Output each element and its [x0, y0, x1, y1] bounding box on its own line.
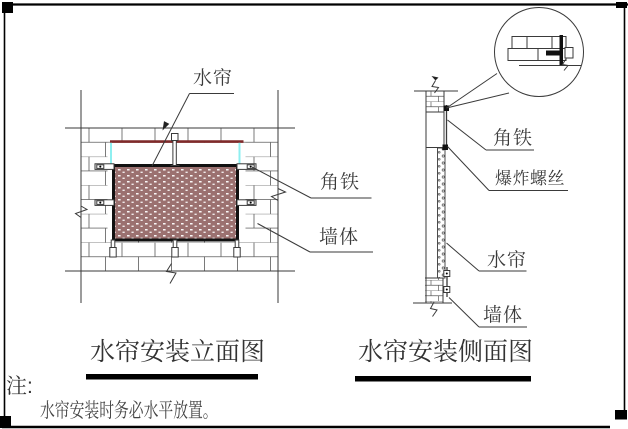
detail-bolt-nut [565, 48, 573, 59]
label-wall-front: 墙体 [319, 227, 360, 248]
side-water-curtain-strip [438, 148, 446, 278]
label-explosion-bolt-side: 爆炸螺丝 [495, 169, 565, 188]
label-wall-side: 墙体 [483, 305, 524, 326]
front-title-bar [86, 374, 258, 380]
side-leaders [447, 120, 569, 327]
note-text: 水帘安装时务必水平放置。 [40, 400, 218, 422]
side-title-bar [355, 376, 531, 382]
corner-handle-topleft [2, 2, 13, 13]
note-prefix: 注: [6, 375, 33, 398]
corner-handle-bottomleft [0, 416, 11, 428]
water-curtain-panel [114, 166, 238, 241]
side-bottom-angle-iron [444, 267, 450, 297]
label-water-curtain-side: 水帘 [487, 250, 528, 271]
side-brick-bottom [425, 278, 443, 303]
corner-handle-bottomright [615, 410, 627, 420]
side-view [355, 8, 584, 382]
detail-balloon [447, 8, 584, 109]
side-brick-top [426, 91, 444, 112]
label-angle-iron-side: 角铁 [493, 128, 534, 149]
detail-bolt-shaft [546, 51, 563, 56]
label-angle-iron-front: 角铁 [320, 172, 361, 193]
front-view-title: 水帘安装立面图 [90, 338, 266, 366]
side-view-title: 水帘安装侧面图 [358, 338, 534, 366]
corner-handle-topright [616, 2, 627, 8]
label-water-curtain-front: 水帘 [193, 68, 234, 89]
